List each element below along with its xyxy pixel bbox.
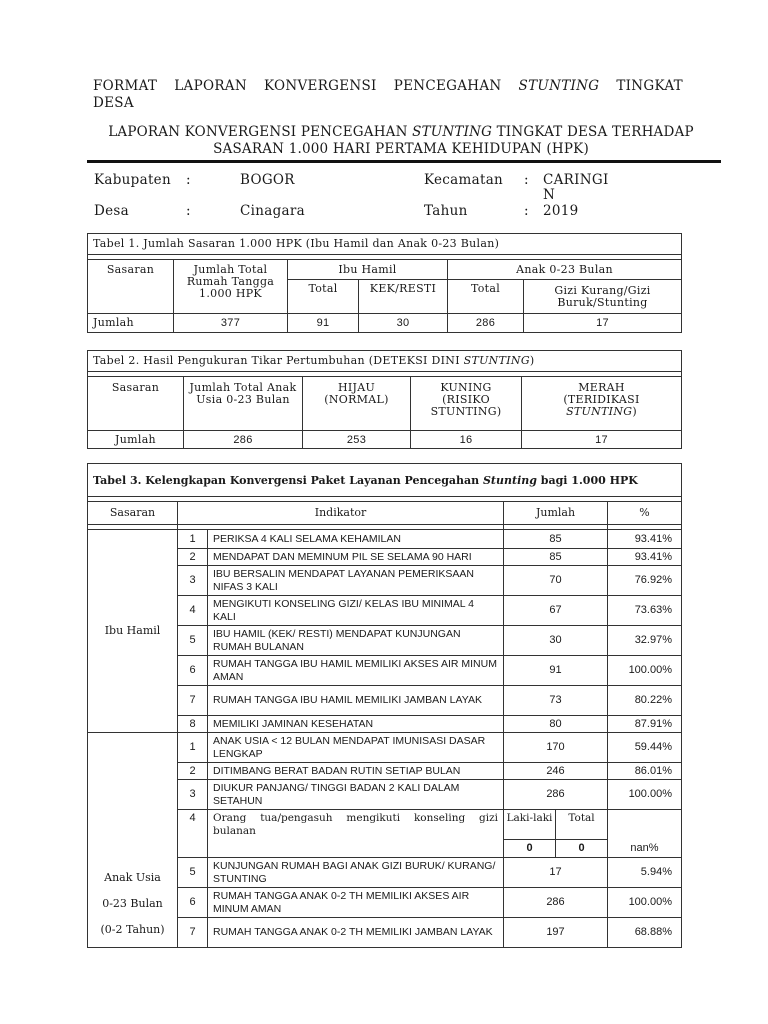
indikator: KUNJUNGAN RUMAH BAGI ANAK GIZI BURUK/ KURANG/ STUNTING xyxy=(208,858,504,888)
table-row xyxy=(88,656,682,686)
kabupaten-value: BOGOR xyxy=(240,172,295,188)
cell-ibu-total: 91 xyxy=(288,314,359,333)
indikator: RUMAH TANGGA IBU HAMIL MEMILIKI AKSES AIR MINUM AMAN xyxy=(208,656,504,686)
caption-text: Tabel 2. Hasil Pengukuran Tikar Pertumbuhan (DETEKSI DINI xyxy=(93,354,464,367)
jumlah: 85 xyxy=(504,530,608,549)
header-sasaran: Sasaran xyxy=(88,377,184,431)
tahun-label: Tahun xyxy=(424,203,468,219)
header-indikator: Indikator xyxy=(178,502,504,525)
row-label: Jumlah xyxy=(88,314,174,333)
table-row xyxy=(88,858,682,888)
caption-text: bagi 1.000 HPK xyxy=(536,473,638,487)
header-anak-total: Total xyxy=(448,280,524,314)
total-value: 0 xyxy=(556,840,608,858)
kecamatan-label: Kecamatan xyxy=(424,172,504,188)
jumlah: 197 xyxy=(504,918,608,948)
persen: 86.01% xyxy=(608,763,682,780)
hijau-sub: (NORMAL) xyxy=(324,393,389,406)
colon: : xyxy=(524,203,529,219)
hijau-label: HIJAU xyxy=(337,381,376,394)
merah-sub-close: ) xyxy=(632,405,637,418)
title-word: TINGKAT xyxy=(616,78,683,94)
caption-text: ) xyxy=(529,354,535,367)
kecamatan-value: CARINGI xyxy=(543,172,609,188)
cell-merah: 17 xyxy=(522,431,682,449)
indikator: MENDAPAT DAN MEMINUM PIL SE SELAMA 90 HARI xyxy=(208,549,504,566)
table-row xyxy=(88,549,682,566)
title-word: STUNTING xyxy=(518,78,600,94)
jumlah: 80 xyxy=(504,716,608,733)
row-number: 2 xyxy=(178,763,208,780)
persen: nan% xyxy=(608,810,682,858)
row-number: 8 xyxy=(178,716,208,733)
header-jumlah-total: Jumlah Total Anak Usia 0-23 Bulan xyxy=(184,377,303,431)
header-ibu-kek: KEK/RESTI xyxy=(359,280,448,314)
colon: : xyxy=(524,172,529,188)
jumlah: 91 xyxy=(504,656,608,686)
header-sasaran: Sasaran xyxy=(88,260,174,314)
sub-header-laki: Laki-laki xyxy=(504,810,556,840)
table-2-caption xyxy=(88,351,682,372)
persen: 80.22% xyxy=(608,686,682,716)
sasaran-anak-line: (0-2 Tahun) xyxy=(100,923,165,936)
persen: 100.00% xyxy=(608,780,682,810)
persen: 73.63% xyxy=(608,596,682,626)
indikator: DITIMBANG BERAT BADAN RUTIN SETIAP BULAN xyxy=(208,763,504,780)
cell-ibu-kek: 30 xyxy=(359,314,448,333)
persen: 93.41% xyxy=(608,530,682,549)
table-row xyxy=(88,888,682,918)
cell-hijau: 253 xyxy=(303,431,411,449)
persen: 76.92% xyxy=(608,566,682,596)
tahun-value: 2019 xyxy=(543,203,579,219)
table-row xyxy=(88,716,682,733)
merah-label: MERAH xyxy=(578,381,625,394)
kecamatan-value-wrap: N xyxy=(543,187,556,203)
persen: 68.88% xyxy=(608,918,682,948)
jumlah: 170 xyxy=(504,733,608,763)
persen: 32.97% xyxy=(608,626,682,656)
table-3 xyxy=(87,463,682,948)
format-title-line1 xyxy=(93,78,683,95)
row-number: 1 xyxy=(178,530,208,549)
caption-italic: Stunting xyxy=(482,473,537,487)
row-number: 3 xyxy=(178,780,208,810)
jumlah: 73 xyxy=(504,686,608,716)
indikator: RUMAH TANGGA IBU HAMIL MEMILIKI JAMBAN LAYAK xyxy=(208,686,504,716)
sasaran-ibu-hamil: Ibu Hamil xyxy=(88,530,178,733)
persen: 87.91% xyxy=(608,716,682,733)
row-number: 1 xyxy=(178,733,208,763)
sub-header-total: Total xyxy=(556,810,608,840)
caption-italic: STUNTING xyxy=(463,354,530,367)
indikator: MEMILIKI JAMINAN KESEHATAN xyxy=(208,716,504,733)
jumlah: 286 xyxy=(504,780,608,810)
merah-sub-italic: STUNTING xyxy=(566,405,633,418)
table-row xyxy=(88,918,682,948)
table-3-caption xyxy=(88,464,682,497)
title-word: FORMAT xyxy=(93,78,158,94)
cell-kuning: 16 xyxy=(411,431,522,449)
caption-text: Tabel 3. Kelengkapan Konvergensi Paket Layanan Pencegahan xyxy=(93,473,483,487)
indikator: ANAK USIA < 12 BULAN MENDAPAT IMUNISASI DASAR LENGKAP xyxy=(208,733,504,763)
indikator: MENGIKUTI KONSELING GIZI/ KELAS IBU MINIMAL 4 KALI xyxy=(208,596,504,626)
title-word: PENCEGAHAN xyxy=(393,78,502,94)
table-1 xyxy=(87,233,682,333)
laki-value: 0 xyxy=(504,840,556,858)
sasaran-anak-line: 0-23 Bulan xyxy=(102,897,163,910)
merah-sub: (TERIDIKASI xyxy=(563,393,640,406)
sasaran-anak xyxy=(88,733,178,948)
title-divider xyxy=(87,160,721,163)
report-title-text: LAPORAN KONVERGENSI PENCEGAHAN xyxy=(108,124,413,140)
indikator: RUMAH TANGGA ANAK 0-2 TH MEMILIKI AKSES AIR MINUM AMAN xyxy=(208,888,504,918)
kuning-sub: (RISIKO STUNTING) xyxy=(430,393,502,418)
title-word: LAPORAN xyxy=(174,78,247,94)
report-title-line2: SASARAN 1.000 HARI PERTAMA KEHIDUPAN (HPK) xyxy=(213,141,589,157)
table-1-caption: Tabel 1. Jumlah Sasaran 1.000 HPK (Ibu Hamil dan Anak 0-23 Bulan) xyxy=(88,234,682,255)
header-sasaran: Sasaran xyxy=(88,502,178,525)
table-2 xyxy=(87,350,682,449)
table-row xyxy=(88,596,682,626)
row-number: 6 xyxy=(178,888,208,918)
format-title xyxy=(93,78,683,112)
indikator: IBU HAMIL (KEK/ RESTI) MENDAPAT KUNJUNGAN RUMAH BULANAN xyxy=(208,626,504,656)
header-anak-gizi: Gizi Kurang/Gizi Buruk/Stunting xyxy=(524,280,682,314)
table-row xyxy=(88,626,682,656)
jumlah: 246 xyxy=(504,763,608,780)
cell-anak-gizi: 17 xyxy=(524,314,682,333)
kuning-label: KUNING xyxy=(440,381,492,394)
row-number: 4 xyxy=(178,810,208,858)
persen: 5.94% xyxy=(608,858,682,888)
report-title-line1 xyxy=(88,124,714,141)
jumlah: 17 xyxy=(504,858,608,888)
desa-label: Desa xyxy=(94,203,129,219)
header-persen: % xyxy=(608,502,682,525)
indikator: PERIKSA 4 KALI SELAMA KEHAMILAN xyxy=(208,530,504,549)
row-number: 5 xyxy=(178,858,208,888)
cell-anak-total: 286 xyxy=(448,314,524,333)
title-word: KONVERGENSI xyxy=(263,78,377,94)
jumlah: 70 xyxy=(504,566,608,596)
row-number: 4 xyxy=(178,596,208,626)
report-title xyxy=(88,124,714,158)
indikator: DIUKUR PANJANG/ TINGGI BADAN 2 KALI DALAM SETAHUN xyxy=(208,780,504,810)
persen: 59.44% xyxy=(608,733,682,763)
header-jumlah-total: Jumlah Total Rumah Tangga 1.000 HPK xyxy=(174,260,288,314)
persen: 93.41% xyxy=(608,549,682,566)
table-row xyxy=(88,810,682,840)
row-number: 2 xyxy=(178,549,208,566)
desa-value: Cinagara xyxy=(240,203,305,219)
jumlah: 286 xyxy=(504,888,608,918)
format-title-line2: DESA xyxy=(93,95,134,111)
header-jumlah: Jumlah xyxy=(504,502,608,525)
colon: : xyxy=(186,172,191,188)
table-row xyxy=(88,530,682,549)
header-hijau xyxy=(303,377,411,431)
persen: 100.00% xyxy=(608,888,682,918)
kabupaten-label: Kabupaten xyxy=(94,172,171,188)
header-merah xyxy=(522,377,682,431)
row-label: Jumlah xyxy=(88,431,184,449)
report-title-italic: STUNTING xyxy=(412,124,493,140)
indikator: IBU BERSALIN MENDAPAT LAYANAN PEMERIKSAAN NIFAS 3 KALI xyxy=(208,566,504,596)
table-row xyxy=(88,566,682,596)
header-ibu-total: Total xyxy=(288,280,359,314)
jumlah: 67 xyxy=(504,596,608,626)
cell-jumlah-total: 286 xyxy=(184,431,303,449)
row-number: 7 xyxy=(178,918,208,948)
colon: : xyxy=(186,203,191,219)
table-row xyxy=(88,780,682,810)
indikator: RUMAH TANGGA ANAK 0-2 TH MEMILIKI JAMBAN LAYAK xyxy=(208,918,504,948)
row-number: 7 xyxy=(178,686,208,716)
table-row xyxy=(88,686,682,716)
report-title-text: TINGKAT DESA TERHADAP xyxy=(492,124,694,140)
header-anak: Anak 0-23 Bulan xyxy=(448,260,682,280)
jumlah: 30 xyxy=(504,626,608,656)
row-number: 6 xyxy=(178,656,208,686)
indikator: Orang tua/pengasuh mengikuti konseling gizi bulanan xyxy=(208,810,504,858)
sasaran-anak-line: Anak Usia xyxy=(104,871,161,884)
row-number: 3 xyxy=(178,566,208,596)
row-number: 5 xyxy=(178,626,208,656)
jumlah: 85 xyxy=(504,549,608,566)
cell-jumlah-total: 377 xyxy=(174,314,288,333)
header-kuning xyxy=(411,377,522,431)
persen: 100.00% xyxy=(608,656,682,686)
table-row xyxy=(88,733,682,763)
header-ibu-hamil: Ibu Hamil xyxy=(288,260,448,280)
table-row xyxy=(88,763,682,780)
